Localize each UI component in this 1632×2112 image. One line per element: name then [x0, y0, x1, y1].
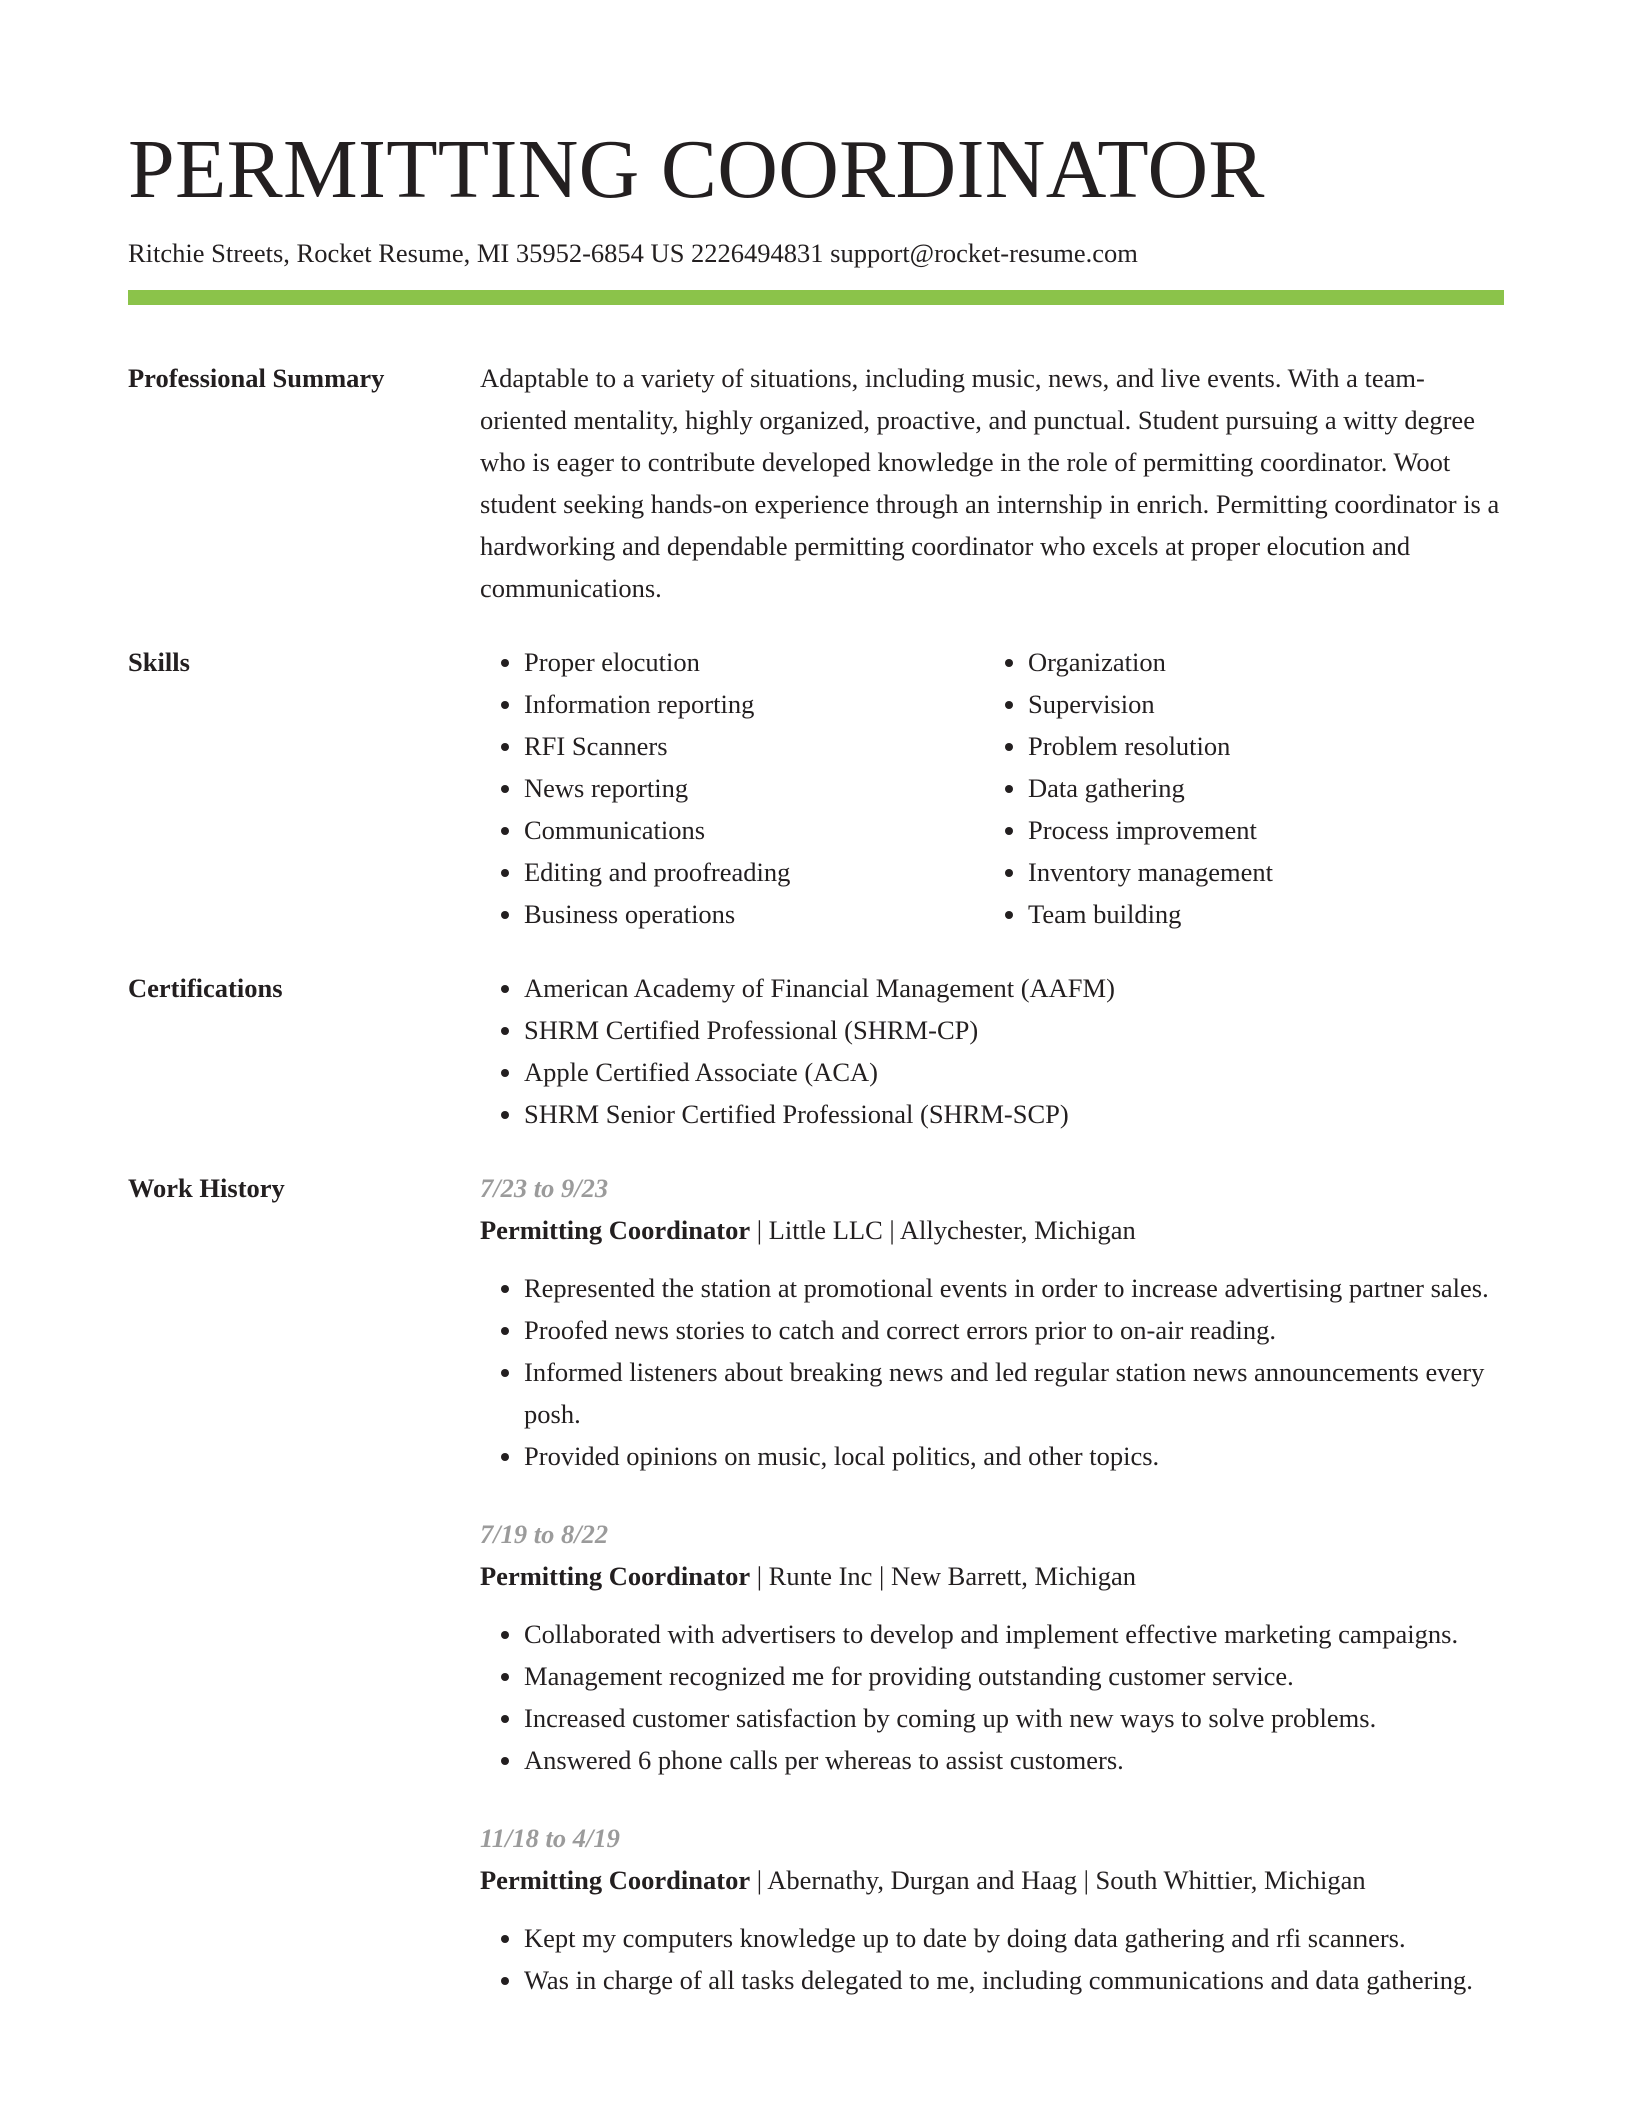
skill-item: • Business operations: [524, 893, 984, 935]
certification-item: • SHRM Certified Professional (SHRM-CP): [524, 1009, 1504, 1051]
summary-section: [128, 357, 1504, 609]
summary-text: Adaptable to a variety of situations, including music, news, and live events. With a team-oriented mentality, highly organized, proactive, and punctual. Student pursuing a witty degree who is eager to contribute developed knowledge in the role of permitting coordinator. Woot student seeking hands-on experience through an internship in enrich. Permitting coordinator is a hardworking and dependable permitting coordinator who excels at proper elocution and communications.: [480, 362, 1500, 603]
skill-item: • Organization: [1028, 641, 1488, 683]
skill-item: • Editing and proofreading: [524, 851, 984, 893]
job-bullet: • Provided opinions on music, local politics, and other topics.: [524, 1435, 1504, 1477]
job-bullets: [480, 1613, 1504, 1781]
job-bullet: • Management recognized me for providing outstanding customer service.: [524, 1655, 1504, 1697]
job-entry: [480, 1817, 1504, 2001]
job-company: | Abernathy, Durgan and Haag | South Whittier, Michigan: [750, 1864, 1366, 1895]
summary-label: Professional Summary: [128, 362, 385, 393]
skill-item: • Inventory management: [1028, 851, 1488, 893]
job-bullet: • Answered 6 phone calls per whereas to assist customers.: [524, 1739, 1504, 1781]
skill-item: • Communications: [524, 809, 984, 851]
job-bullet: • Increased customer satisfaction by coming up with new ways to solve problems.: [524, 1697, 1504, 1739]
job-date: 11/18 to 4/19: [480, 1822, 620, 1853]
certification-item: • American Academy of Financial Management (AAFM): [524, 967, 1504, 1009]
job-bullets: [480, 1267, 1504, 1477]
certification-item: • Apple Certified Associate (ACA): [524, 1051, 1504, 1093]
job-bullet: • Informed listeners about breaking news and led regular station news announcements every posh.: [524, 1351, 1504, 1435]
job-title: Permitting Coordinator: [480, 1214, 751, 1245]
skill-item: • Problem resolution: [1028, 725, 1488, 767]
job-company: | Little LLC | Allychester, Michigan: [750, 1214, 1136, 1245]
job-date: 7/23 to 9/23: [480, 1172, 609, 1203]
job-bullet: • Was in charge of all tasks delegated to me, including communications and data gathering.: [524, 1959, 1504, 2001]
skill-item: • Process improvement: [1028, 809, 1488, 851]
job-heading: [480, 1859, 1504, 1901]
skills-section: [128, 641, 1504, 935]
skill-item: • Information reporting: [524, 683, 984, 725]
job-bullet: • Collaborated with advertisers to develop and implement effective marketing campaigns.: [524, 1613, 1504, 1655]
header-divider: [128, 290, 1504, 305]
certification-item: • SHRM Senior Certified Professional (SHRM-SCP): [524, 1093, 1504, 1135]
work-history-section: [128, 1167, 1504, 2037]
job-bullet: • Kept my computers knowledge up to date by doing data gathering and rfi scanners.: [524, 1917, 1504, 1959]
job-title: Permitting Coordinator: [480, 1560, 751, 1591]
skill-item: • News reporting: [524, 767, 984, 809]
job-heading: [480, 1555, 1504, 1597]
certifications-list: [480, 967, 1504, 1135]
job-title: Permitting Coordinator: [480, 1864, 751, 1895]
skills-label: Skills: [128, 646, 190, 677]
contact-line: Ritchie Streets, Rocket Resume, MI 35952-6854 US 2226494831 support@rocket-resume.com: [128, 238, 1138, 268]
job-date: 7/19 to 8/22: [480, 1518, 609, 1549]
skill-item: • Data gathering: [1028, 767, 1488, 809]
work-history-label: Work History: [128, 1172, 285, 1203]
skills-list-right: [984, 641, 1488, 935]
skill-item: • Supervision: [1028, 683, 1488, 725]
skill-item: • Team building: [1028, 893, 1488, 935]
skill-item: • RFI Scanners: [524, 725, 984, 767]
job-heading: [480, 1209, 1504, 1251]
job-entry: [480, 1167, 1504, 1477]
job-bullets: [480, 1917, 1504, 2001]
certifications-label: Certifications: [128, 972, 283, 1003]
job-bullet: • Proofed news stories to catch and correct errors prior to on-air reading.: [524, 1309, 1504, 1351]
resume-name: PERMITTING COORDINATOR: [128, 123, 1265, 216]
job-entry: [480, 1513, 1504, 1781]
skills-list-left: [480, 641, 984, 935]
job-bullet: • Represented the station at promotional events in order to increase advertising partner sales.: [524, 1267, 1504, 1309]
certifications-section: [128, 967, 1504, 1135]
job-company: | Runte Inc | New Barrett, Michigan: [750, 1560, 1137, 1591]
skill-item: • Proper elocution: [524, 641, 984, 683]
